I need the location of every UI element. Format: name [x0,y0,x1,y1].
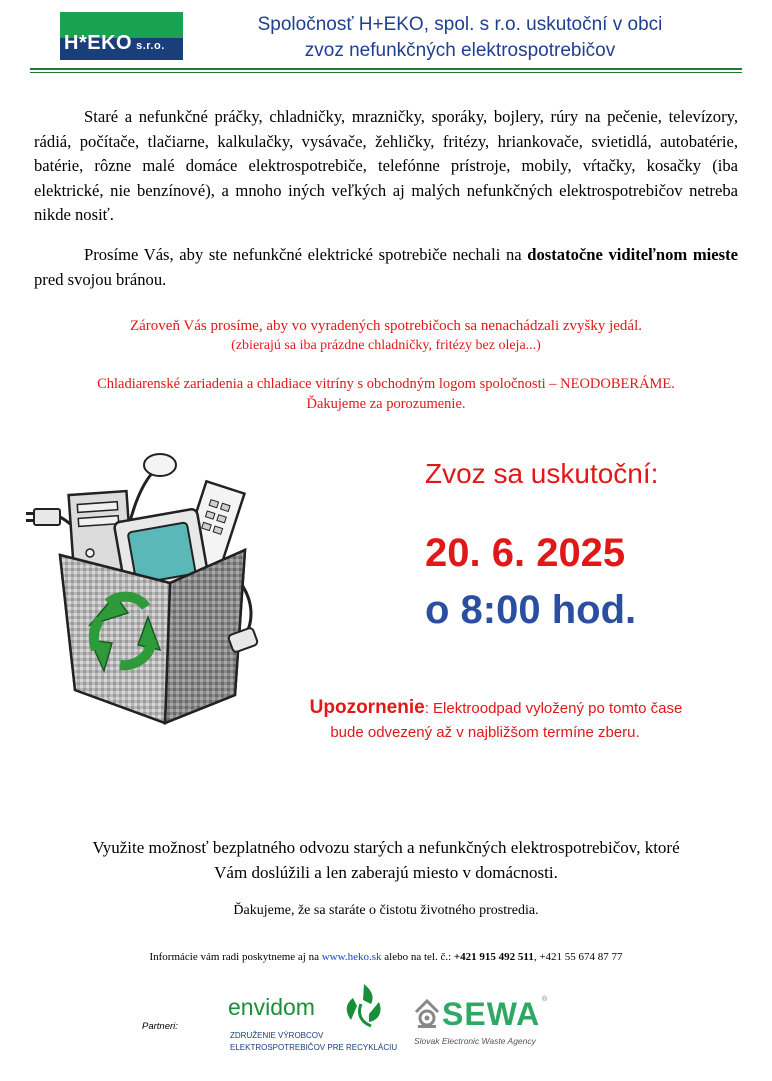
food-notice-detail: (zbierajú sa iba prázdne chladničky, fritézy bez oleja...) [231,338,541,353]
sewa-name: SEWA [442,996,541,1032]
environment-thanks: Ďakujeme, že sa staráte o čistotu životného prostredia. [233,903,539,918]
collection-time: o 8:00 hod. [425,588,637,632]
heko-logo [60,12,183,58]
partners-label: Partneri: [142,1021,178,1032]
envidom-subtitle-2: ELEKTROSPOTREBIČOV PRE RECYKLÁCIU [230,1043,398,1052]
collection-date: 20. 6. 2025 [425,531,626,575]
food-notice: Zároveň Vás prosíme, aby vo vyradených spotrebičoch sa nenachádzali zvyšky jedál. [129,318,643,334]
sewa-registered-mark: ® [542,996,548,1003]
commercial-notice-thanks: Ďakujeme za porozumenie. [306,396,466,412]
sewa-subtitle: Slovak Electronic Waste Agency [414,1036,536,1046]
sewa-logo [414,996,554,1052]
phone-primary: +421 915 492 511 [453,951,534,963]
website-link[interactable]: www.heko.sk [321,951,382,963]
phone-secondary: +421 55 674 87 77 [539,951,623,963]
closing-line-2: Vám doslúžili a len zaberajú miesto v domácnosti. [214,863,558,882]
closing-line-1: Využite možnosť bezplatného odvozu starých a nefunkčných elektrospotrebičov, ktoré [92,838,680,857]
header-divider-thin [30,72,742,73]
envidom-logo [228,980,398,1060]
logo-text: H*EKO s.r.o. [64,32,165,54]
title-line-1: Spoločnosť H+EKO, spol. s r.o. uskutoční v obci [257,14,663,35]
placement-paragraph: Prosíme Vás, aby ste nefunkčné elektrické spotrebiče nechali na dostatočne viditeľnom mieste pred svojou bránou. [34,245,738,289]
warning-line-2: bude odvezený až v najbližšom termíne zberu. [330,724,640,741]
page-title [190,12,730,64]
emphasis-visible-place: dostatočne viditeľnom mieste [527,245,738,264]
contact-info: Informácie vám radi poskytneme aj na www.heko.sk alebo na tel. č.: +421 915 492 511, +421 55 674 87 77 [149,951,623,963]
warning-line-1: Upozornenie: Elektroodpad vyložený po tomto čase [309,697,683,718]
commercial-notice: Chladiarenské zariadenia a chladiace vitríny s obchodným logom spoločnosti – NEODOBERÁME. [97,376,675,392]
collection-label: Zvoz sa uskutoční: [425,458,659,489]
header-divider [30,68,742,70]
envidom-name: envidom [228,994,315,1020]
envidom-subtitle-1: ZDRUŽENIE VÝROBCOV [230,1031,324,1040]
title-line-2: zvoz nefunkčných elektrospotrebičov [304,40,616,61]
appliance-list-paragraph: Staré a nefunkčné práčky, chladničky, mrazničky, sporáky, bojlery, rúry na pečenie, televízory, rádiá, počítače, tlačiarne, kalkulačky, vysávače, žehličky, fritézy, hriankovače, svietidlá, autobatérie, batérie, rôzne malé domáce elektrospotrebiče, telefónne prístroje, mobily, vŕtačky, kosačky (iba elektrické, nie benzínové), a mnoho iných veľkých aj malých nefunkčných elektrospotrebičov netreba nikde nosiť. [34,107,738,224]
e-waste-bin-illustration [20,445,280,725]
sewa-house-icon [414,998,440,1030]
warning-heading: Upozornenie [309,697,425,718]
envidom-leaf-icon [341,980,387,1030]
